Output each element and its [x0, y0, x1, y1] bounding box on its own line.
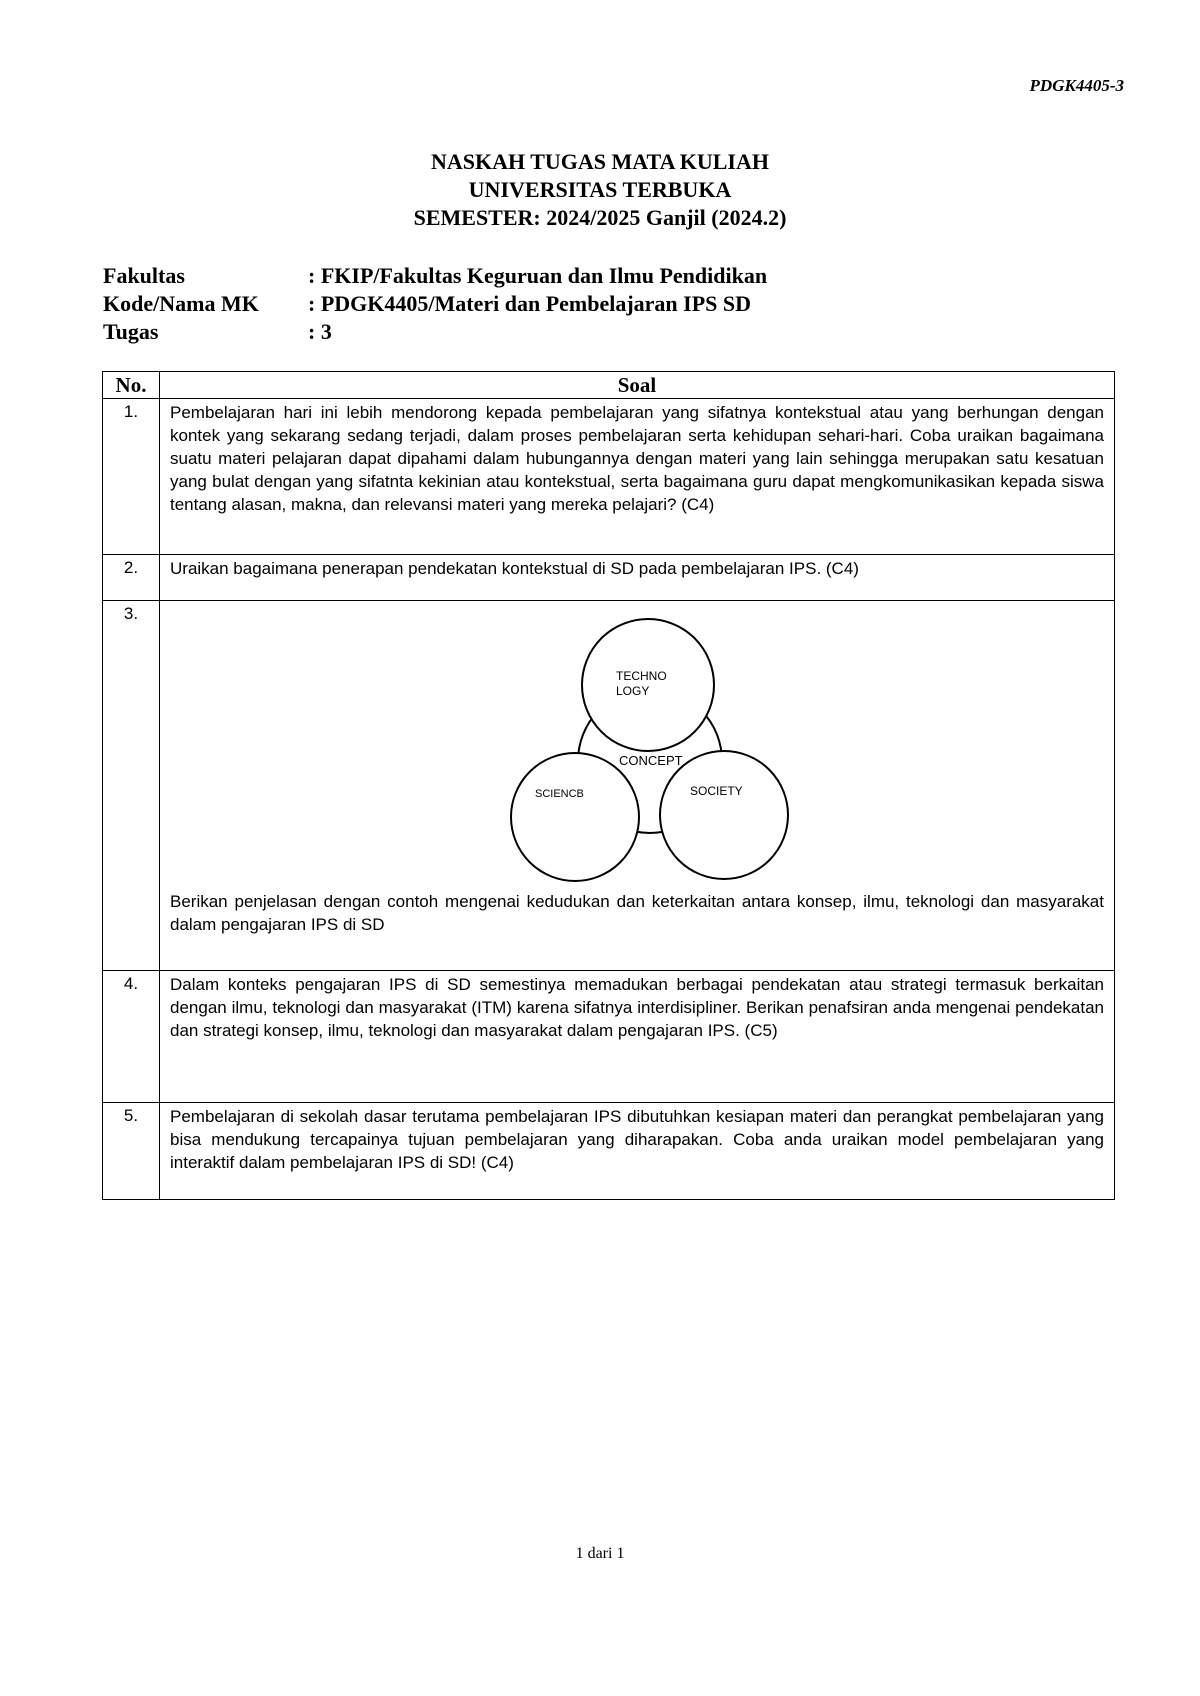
table-row: [103, 601, 1115, 971]
stm-diagram-wrap: [170, 603, 1104, 888]
question-table: [102, 371, 1115, 1200]
table-row: [103, 971, 1115, 1103]
course-info: [103, 262, 767, 346]
society-label: SOCIETY: [690, 784, 743, 798]
table-row: [103, 555, 1115, 601]
meta-label: Fakultas: [103, 263, 185, 288]
document-title: [0, 148, 1200, 232]
question-number: 2.: [103, 555, 160, 601]
stm-diagram: [502, 603, 802, 888]
question-number: 1.: [103, 399, 160, 555]
technology-label-1: TECHNO: [616, 669, 667, 683]
header-no: No.: [103, 372, 160, 399]
meta-label: Kode/Nama MK: [103, 291, 259, 316]
question-number: 3.: [103, 601, 160, 971]
meta-label: Tugas: [103, 319, 159, 344]
question-text: Pembelajaran hari ini lebih mendorong kepada pembelajaran yang sifatnya kontekstual atau yang berhungan dengan kontek yang sekarang sedang terjadi, dalam proses pembelajaran serta kehidupan sehari-hari. Coba uraikan bagaimana suatu materi pelajaran dapat dipahami dalam hubungannya dengan materi yang lain sehingga merupakan satu kesatuan yang bulat dengan yang sifatnta kekinian atau kontekstual, serta bagaimana guru dapat mengkomunikasikan kepada siswa tentang alasan, makna, dan relevansi materi yang mereka pelajari? (C4): [160, 399, 1115, 555]
science-circle: [511, 753, 639, 881]
meta-row-fakultas: [103, 262, 767, 290]
meta-row-kode: [103, 290, 767, 318]
page-footer: 1 dari 1: [575, 1545, 625, 1562]
question-cell-with-diagram: [160, 601, 1115, 971]
question-text: Dalam konteks pengajaran IPS di SD semestinya memadukan berbagai pendekatan atau strategi termasuk berkaitan dengan ilmu, teknologi dan masyarakat (ITM) karena sifatnya interdisipliner. Berikan penafsiran anda mengenai pendekatan dan strategi konsep, ilmu, teknologi dan masyarakat dalam pengajaran IPS. (C5): [160, 971, 1115, 1103]
table-row: [103, 1103, 1115, 1200]
header-soal: Soal: [160, 372, 1115, 399]
meta-value: : 3: [308, 319, 332, 344]
question-text: Pembelajaran di sekolah dasar terutama pembelajaran IPS dibutuhkan kesiapan materi dan perangkat pembelajaran yang bisa mendukung tercapainya tujuan pembelajaran yang diharapakan. Coba anda uraikan model pembelajaran yang interaktif dalam pembelajaran IPS di SD! (C4): [160, 1103, 1115, 1200]
table-header-row: [103, 372, 1115, 399]
meta-row-tugas: [103, 318, 767, 346]
meta-value: : FKIP/Fakultas Keguruan dan Ilmu Pendidikan: [308, 263, 768, 288]
question-text: Uraikan bagaimana penerapan pendekatan kontekstual di SD pada pembelajaran IPS. (C4): [160, 555, 1115, 601]
title-line: SEMESTER: 2024/2025 Ganjil (2024.2): [413, 205, 787, 230]
question-number: 5.: [103, 1103, 160, 1200]
document-code: PDGK4405-3: [1029, 76, 1124, 95]
science-label: SCIENCB: [535, 788, 584, 800]
society-circle: [660, 751, 788, 879]
concept-label: CONCEPT: [619, 753, 683, 768]
question-number: 4.: [103, 971, 160, 1103]
meta-value: : PDGK4405/Materi dan Pembelajaran IPS SD: [308, 291, 752, 316]
question-text: Berikan penjelasan dengan contoh mengenai kedudukan dan keterkaitan antara konsep, ilmu, teknologi dan masyarakat dalam pengajaran IPS di SD: [170, 892, 1104, 934]
table-row: [103, 399, 1115, 555]
title-line: UNIVERSITAS TERBUKA: [468, 177, 732, 202]
title-line: NASKAH TUGAS MATA KULIAH: [431, 149, 769, 174]
technology-label-2: LOGY: [616, 684, 650, 698]
